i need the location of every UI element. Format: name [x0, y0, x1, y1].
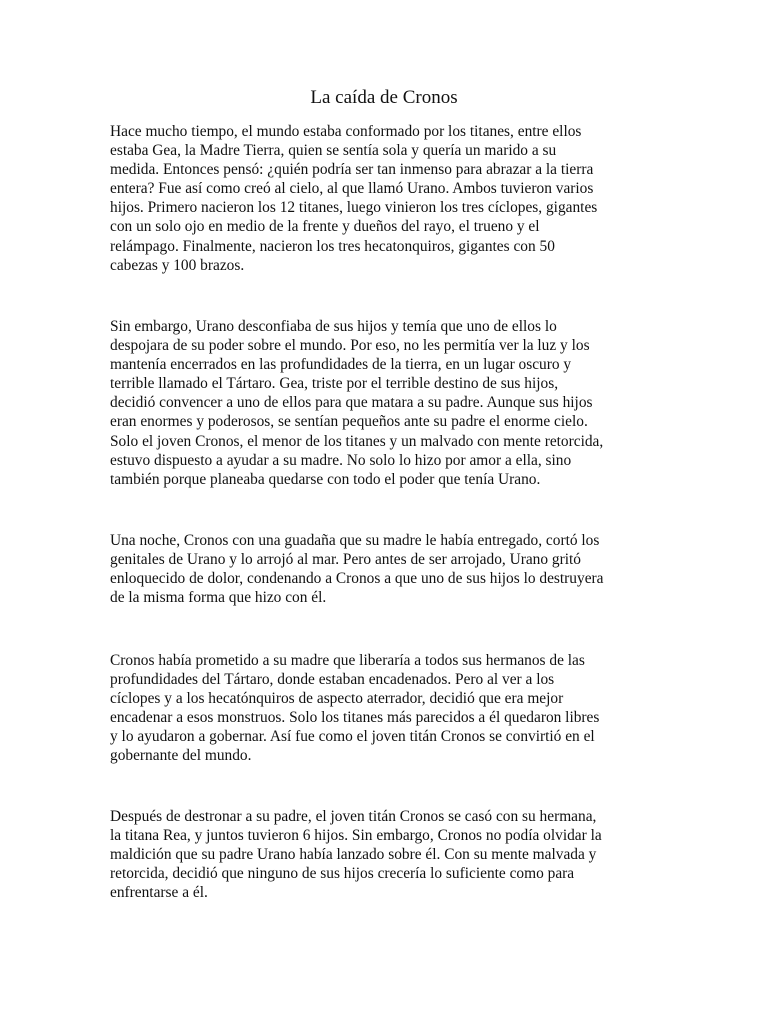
- text-line: Cronos había prometido a su madre que liberaría a todos sus hermanos de las: [110, 652, 585, 669]
- paragraph-1: [110, 122, 670, 275]
- text-line: cíclopes y a los hecatónquiros de aspecto aterrador, decidió que era mejor: [110, 690, 564, 708]
- text-line: genitales de Urano y lo arrojó al mar. Pero antes de ser arrojado, Urano gritó: [110, 551, 581, 569]
- text-line: Después de destronar a su padre, el joven titán Cronos se casó con su hermana,: [110, 808, 597, 825]
- text-line: enfrentarse a él.: [110, 884, 208, 902]
- text-line: gobernante del mundo.: [110, 747, 252, 765]
- text-line: cabezas y 100 brazos.: [110, 256, 245, 274]
- text-line: estaba Gea, la Madre Tierra, quien se sentía sola y quería un marido a su: [110, 142, 557, 160]
- text-line: la titana Rea, y juntos tuvieron 6 hijos. Sin embargo, Cronos no podía olvidar la: [110, 827, 602, 845]
- text-line: hijos. Primero nacieron los 12 titanes, luego vinieron los tres cíclopes, gigantes: [110, 199, 598, 217]
- text-line: despojara de su poder sobre el mundo. Por eso, no les permitía ver la luz y los: [110, 337, 590, 355]
- text-line: de la misma forma que hizo con él.: [110, 589, 327, 607]
- text-line: estuvo dispuesto a ayudar a su madre. No solo lo hizo por amor a ella, sino: [110, 451, 572, 469]
- text-line: Solo el joven Cronos, el menor de los titanes y un malvado con mente retorcida,: [110, 432, 604, 450]
- text-line: terrible llamado el Tártaro. Gea, triste por el terrible destino de sus hijos,: [110, 375, 559, 393]
- text-line: eran enormes y poderosos, se sentían pequeños ante su padre el enorme cielo.: [110, 413, 588, 431]
- text-line: entera? Fue así como creó al cielo, al que llamó Urano. Ambos tuvieron varios: [110, 180, 594, 198]
- text-line: maldición que su padre Urano había lanzado sobre él. Con su mente malvada y: [110, 846, 597, 864]
- text-line: mantenía encerrados en las profundidades de la tierra, en un lugar oscuro y: [110, 356, 572, 374]
- text-line: enloquecido de dolor, condenando a Cronos a que uno de sus hijos lo destruyera: [110, 570, 604, 588]
- page-title: La caída de Cronos: [310, 87, 458, 108]
- text-line: profundidades del Tártaro, donde estaban encadenados. Pero al ver a los: [110, 671, 555, 689]
- text-line: con un solo ojo en medio de la frente y dueños del rayo, el trueno y el: [110, 218, 540, 236]
- text-line: también porque planeaba quedarse con todo el poder que tenía Urano.: [110, 470, 541, 488]
- text-line: y lo ayudaron a gobernar. Así fue como el joven titán Cronos se convirtió en el: [110, 728, 595, 746]
- text-line: Sin embargo, Urano desconfiaba de sus hijos y temía que uno de ellos lo: [110, 318, 557, 335]
- paragraph-2: [110, 317, 670, 489]
- paragraph-5: [110, 807, 670, 902]
- text-line: encadenar a esos monstruos. Solo los titanes más parecidos a él quedaron libres: [110, 709, 600, 727]
- text-line: Una noche, Cronos con una guadaña que su madre le había entregado, cortó los: [110, 532, 600, 549]
- text-line: decidió convencer a uno de ellos para que matara a su padre. Aunque sus hijos: [110, 394, 593, 412]
- paragraph-4: [110, 651, 670, 766]
- text-line: Hace mucho tiempo, el mundo estaba conformado por los titanes, entre ellos: [110, 123, 582, 140]
- text-line: retorcida, decidió que ninguno de sus hijos crecería lo suficiente como para: [110, 865, 575, 883]
- text-line: medida. Entonces pensó: ¿quién podría ser tan inmenso para abrazar a la tierra: [110, 161, 594, 179]
- text-line: relámpago. Finalmente, nacieron los tres hecatonquiros, gigantes con 50: [110, 237, 555, 255]
- paragraph-3: [110, 531, 670, 607]
